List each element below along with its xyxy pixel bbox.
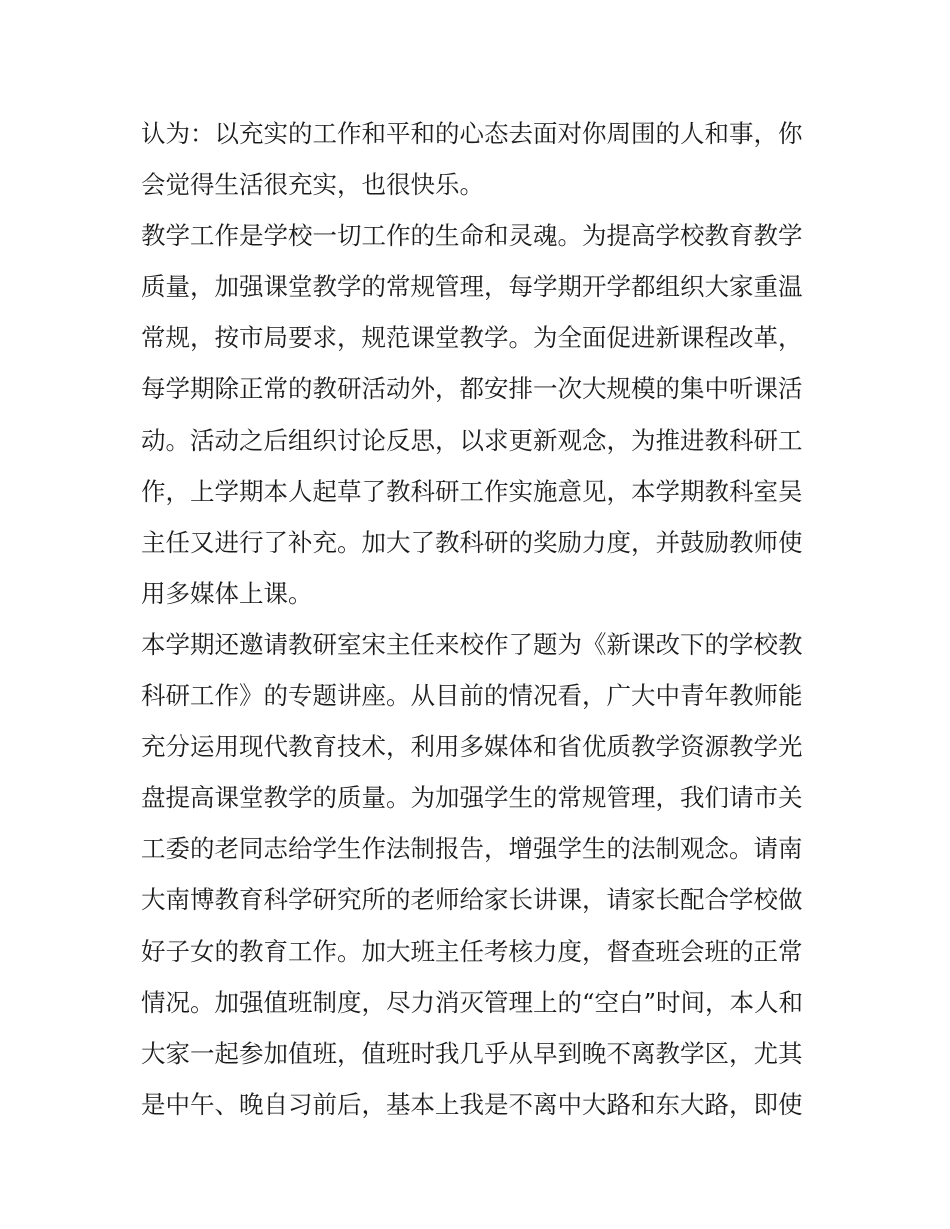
text-line: 每学期除正常的教研活动外，都安排一次大规模的集中听课活 bbox=[141, 374, 803, 404]
text-line: 工委的老同志给学生作法制报告，增强学生的法制观念。请南 bbox=[141, 834, 803, 864]
text-line: 主任又进行了补充。加大了教科研的奖励力度，并鼓励教师使 bbox=[141, 527, 803, 557]
text-line: 好子女的教育工作。加大班主任考核力度，督查班会班的正常 bbox=[141, 936, 803, 966]
text-line: 本学期还邀请教研室宋主任来校作了题为《新课改下的学校教 bbox=[141, 629, 803, 659]
body-text bbox=[141, 108, 821, 1130]
text-line: 常规，按市局要求，规范课堂教学。为全面促进新课程改革， bbox=[141, 323, 803, 353]
text-line: 充分运用现代教育技术，利用多媒体和省优质教学资源教学光 bbox=[141, 732, 803, 762]
text-line: 大家一起参加值班，值班时我几乎从早到晚不离教学区，尤其 bbox=[141, 1038, 803, 1068]
text-line: 作，上学期本人起草了教科研工作实施意见，本学期教科室吴 bbox=[141, 476, 803, 506]
text-line: 是中午、晚自习前后，基本上我是不离中大路和东大路，即使 bbox=[141, 1089, 803, 1119]
text-line: 会觉得生活很充实，也很快乐。 bbox=[141, 170, 484, 200]
text-line: 质量，加强课堂教学的常规管理，每学期开学都组织大家重温 bbox=[141, 272, 803, 302]
text-line: 大南博教育科学研究所的老师给家长讲课，请家长配合学校做 bbox=[141, 885, 803, 915]
text-line: 动。活动之后组织讨论反思，以求更新观念，为推进教科研工 bbox=[141, 425, 803, 455]
text-line: 科研工作》的专题讲座。从目前的情况看，广大中青年教师能 bbox=[141, 681, 803, 711]
text-line: 盘提高课堂教学的质量。为加强学生的常规管理，我们请市关 bbox=[141, 783, 803, 813]
text-line: 情况。加强值班制度，尽力消灭管理上的“空白”时间，本人和 bbox=[141, 987, 804, 1017]
text-line: 用多媒体上课。 bbox=[141, 578, 313, 608]
text-line: 教学工作是学校一切工作的生命和灵魂。为提高学校教育教学 bbox=[141, 221, 803, 251]
text-line: 认为：以充实的工作和平和的心态去面对你周围的人和事，你 bbox=[141, 119, 803, 148]
